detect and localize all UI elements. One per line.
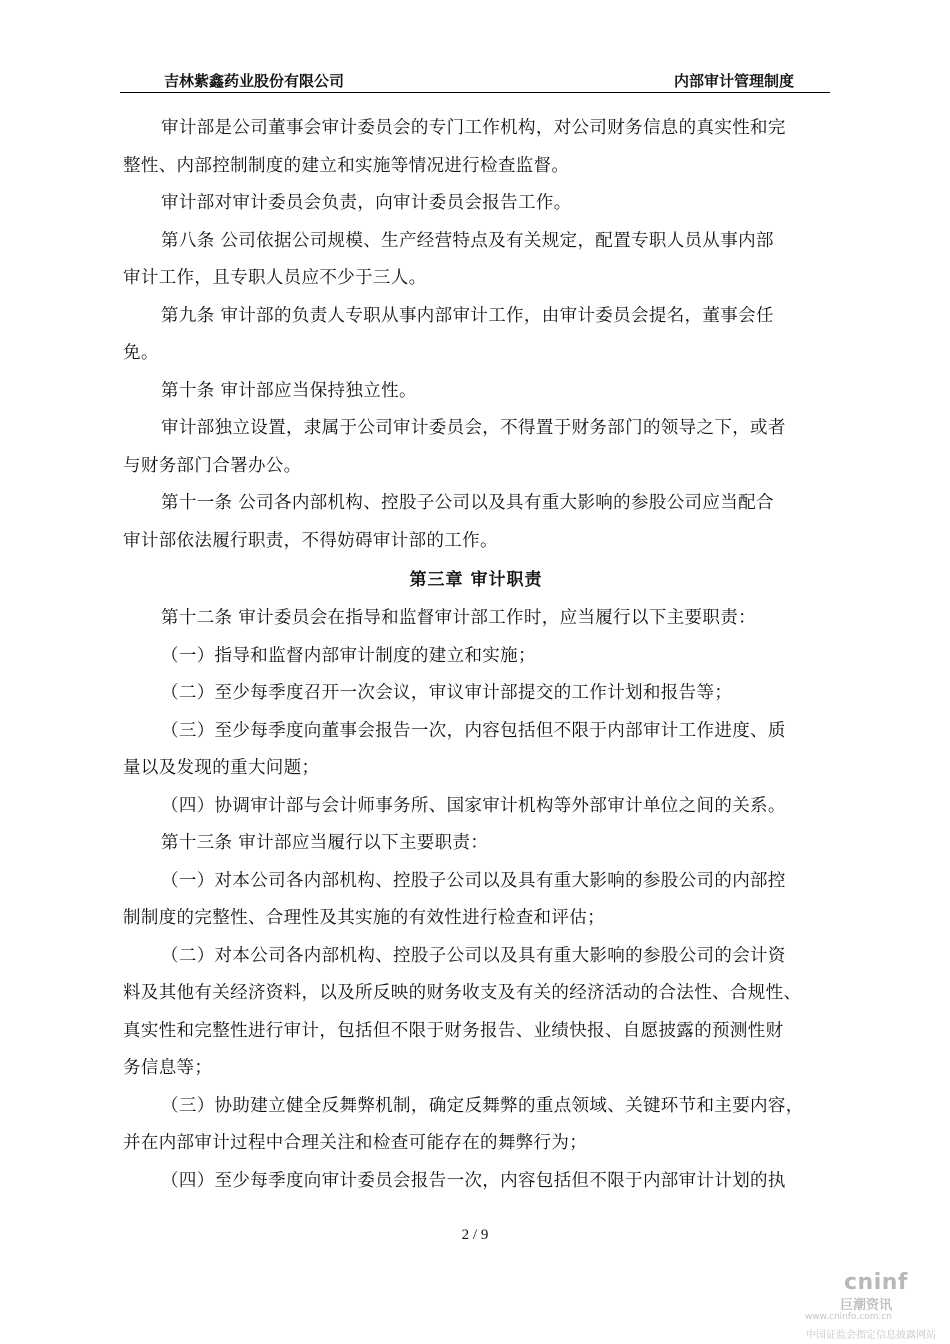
paragraph-line: 料及其他有关经济资料，以及所反映的财务收支及有关的经济活动的合法性、合规性、 [123, 983, 802, 1003]
paragraph [123, 185, 829, 223]
paragraph-line: 审计部依法履行职责，不得妨碍审计部的工作。 [123, 530, 498, 551]
company-name: 吉林紫鑫药业股份有限公司 [164, 72, 345, 90]
paragraph [123, 1088, 829, 1163]
paragraph-line: 第十二条 审计委员会在指导和监督审计部工作时，应当履行以下主要职责： [161, 608, 756, 628]
paragraph-line: 第十条 审计部应当保持独立性。 [161, 380, 417, 401]
paragraph [123, 298, 829, 373]
paragraph-line: （三）协助建立健全反舞弊机制，确定反舞弊的重点领域、关键环节和主要内容， [161, 1095, 804, 1116]
paragraph-line: 量以及发现的重大问题； [123, 758, 320, 778]
paragraph-line: 第十三条 审计部应当履行以下主要职责： [161, 833, 489, 853]
document-body [123, 110, 829, 1200]
paragraph-line: 制制度的完整性、合理性及其实施的有效性进行检查和评估； [123, 908, 605, 928]
paragraph [123, 223, 829, 298]
cninfo-tagline: 中国证监会指定信息披露网站 [806, 1330, 936, 1341]
paragraph-line: 与财务部门合署办公。 [123, 455, 302, 476]
paragraph [123, 110, 829, 185]
paragraph [123, 938, 829, 1088]
paragraph-line: （一）对本公司各内部机构、控股子公司以及具有重大影响的参股公司的内部控 [161, 870, 786, 891]
page-number: 2 / 9 [461, 1227, 489, 1243]
paragraph [123, 373, 829, 411]
page-header [120, 66, 830, 93]
paragraph [123, 600, 829, 638]
paragraph [123, 788, 829, 826]
paragraph-line: 第八条 公司依据公司规模、生产经营特点及有关规定，配置专职人员从事内部 [161, 230, 774, 251]
paragraph-line: （二）对本公司各内部机构、控股子公司以及具有重大影响的参股公司的会计资 [161, 945, 786, 966]
paragraph-line: 整性、内部控制制度的建立和实施等情况进行检查监督。 [123, 155, 570, 176]
paragraph-line: （二）至少每季度召开一次会议，审议审计部提交的工作计划和报告等； [161, 683, 733, 703]
cninfo-logo-cn: 巨潮资讯 [839, 1298, 892, 1313]
paragraph-line: 真实性和完整性进行审计，包括但不限于财务报告、业绩快报、自愿披露的预测性财 [123, 1020, 784, 1041]
paragraph-line: （三）至少每季度向董事会报告一次，内容包括但不限于内部审计工作进度、质 [161, 720, 786, 741]
paragraph-line: 审计部对审计委员会负责，向审计委员会报告工作。 [161, 193, 572, 213]
section-articles-8-11 [123, 110, 829, 560]
paragraph-line: 第十一条 公司各内部机构、控股子公司以及具有重大影响的参股公司应当配合 [161, 493, 774, 513]
paragraph [123, 1163, 829, 1201]
paragraph [123, 410, 829, 485]
paragraph-line: （四）至少每季度向审计委员会报告一次，内容包括但不限于内部审计计划的执 [161, 1170, 786, 1191]
paragraph [123, 713, 829, 788]
paragraph [123, 638, 829, 676]
paragraph-line: 务信息等； [123, 1058, 213, 1078]
paragraph [123, 863, 829, 938]
cninfo-watermark [766, 1270, 936, 1340]
document-title: 内部审计管理制度 [673, 72, 794, 90]
paragraph-line: （一）指导和监督内部审计制度的建立和实施； [161, 645, 536, 666]
cninfo-logo: cninf [844, 1270, 908, 1295]
paragraph [123, 675, 829, 713]
cninfo-url: www.cninfo.com.cn [804, 1312, 892, 1322]
section-articles-12-13 [123, 600, 829, 1200]
paragraph-line: 审计部是公司董事会审计委员会的专门工作机构，对公司财务信息的真实性和完 [161, 118, 786, 138]
paragraph-line: 审计工作，且专职人员应不少于三人。 [123, 268, 427, 288]
paragraph-line: 第九条 审计部的负责人专职从事内部审计工作，由审计委员会提名，董事会任 [161, 305, 774, 326]
paragraph-line: 审计部独立设置，隶属于公司审计委员会，不得置于财务部门的领导之下，或者 [161, 418, 786, 438]
paragraph [123, 485, 829, 560]
paragraph-line: 免。 [123, 343, 159, 363]
paragraph [123, 825, 829, 863]
chapter-heading: 第三章 审计职责 [409, 570, 543, 590]
paragraph-line: 并在内部审计过程中合理关注和检查可能存在的舞弊行为； [123, 1133, 588, 1153]
paragraph-line: （四）协调审计部与会计师事务所、国家审计机构等外部审计单位之间的关系。 [161, 795, 786, 816]
